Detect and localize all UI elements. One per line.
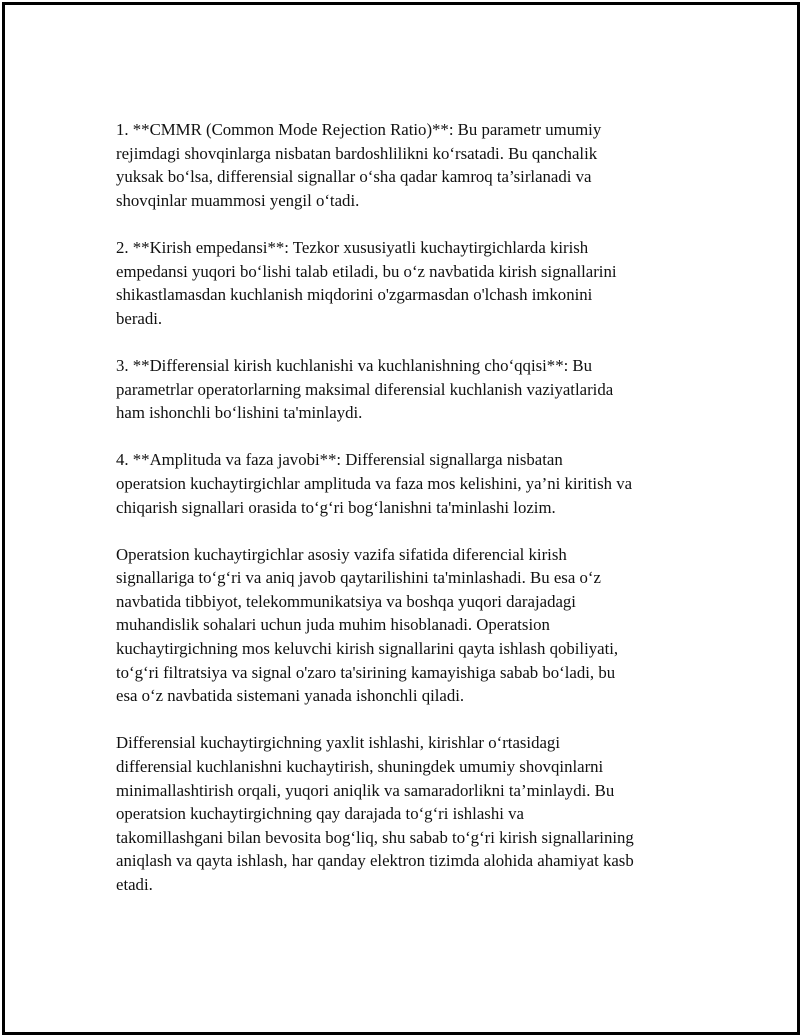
- document-body: [116, 118, 701, 920]
- paragraph-input-impedance: 2. **Kirish empedansi**: Tezkor xususiyatli kuchaytirgichlarda kirish empedansi yuqori bo‘lishi talab etiladi, bu o‘z navbatida kirish signallarini shikastlamasdan kuchlanish miqdorini o'zgarmasdan o'lchash imkonini beradi.: [116, 237, 617, 328]
- paragraph-amplitude-phase-response: 4. **Amplituda va faza javobi**: Differensial signallarga nisbatan operatsion kuchaytirgichlar amplituda va faza mos kelishini, ya’ni kiritish va chiqarish signallari orasida to‘g‘ri bog‘lanishni ta'minlashi lozim.: [116, 450, 633, 517]
- paragraph-differential-amplifier-summary: Differensial kuchaytirgichning yaxlit ishlashi, kirishlar o‘rtasidagi differensial kuchlanishni kuchaytirish, shuningdek umumiy shovqinlarni minimallashtirish orqali, yuqori aniqlik va samaradorlikni ta’minlaydi. Bu operatsion kuchaytirgichning qay darajada to‘g‘ri ishlashi va takomillashgani bilan bevosita bog‘liq, shu sabab to‘g‘ri kirish signallarining aniqlash va qayta ishlash, har qanday elektron tizimda alohida ahamiyat kasb etadi.: [116, 733, 634, 894]
- paragraph-differential-input-voltage: 3. **Differensial kirish kuchlanishi va kuchlanishning cho‘qqisi**: Bu parametrlar operatorlarning maksimal diferensial kuchlanish vaziyatlarida ham ishonchli bo‘lishini ta'minlaydi.: [116, 355, 614, 423]
- paragraph-cmmr: 1. **CMMR (Common Mode Rejection Ratio)**: Bu parametr umumiy rejimdagi shovqinlarga nisbatan bardoshlilikni ko‘rsatadi. Bu qanchalik yuksak bo‘lsa, differensial signallar o‘sha qadar kamroq ta’sirlanadi va shovqinlar muammosi yengil o‘tadi.: [116, 120, 602, 210]
- paragraph-opamp-purpose: Operatsion kuchaytirgichlar asosiy vazifa sifatida diferencial kirish signallariga to‘g‘ri va aniq javob qaytarilishini ta'minlashadi. Bu esa o‘z navbatida tibbiyot, telekommunikatsiya va boshqa yuqori darajadagi muhandislik sohalari uchun juda muhim hisoblanadi. Operatsion kuchaytirgichning mos keluvchi kirish signallarini qayta ishlash qobiliyati, to‘g‘ri filtratsiya va signal o'zaro ta'sirining kamayishiga sabab bo‘ladi, bu esa o‘z navbatida sistemani yanada ishonchli qiladi.: [116, 544, 619, 706]
